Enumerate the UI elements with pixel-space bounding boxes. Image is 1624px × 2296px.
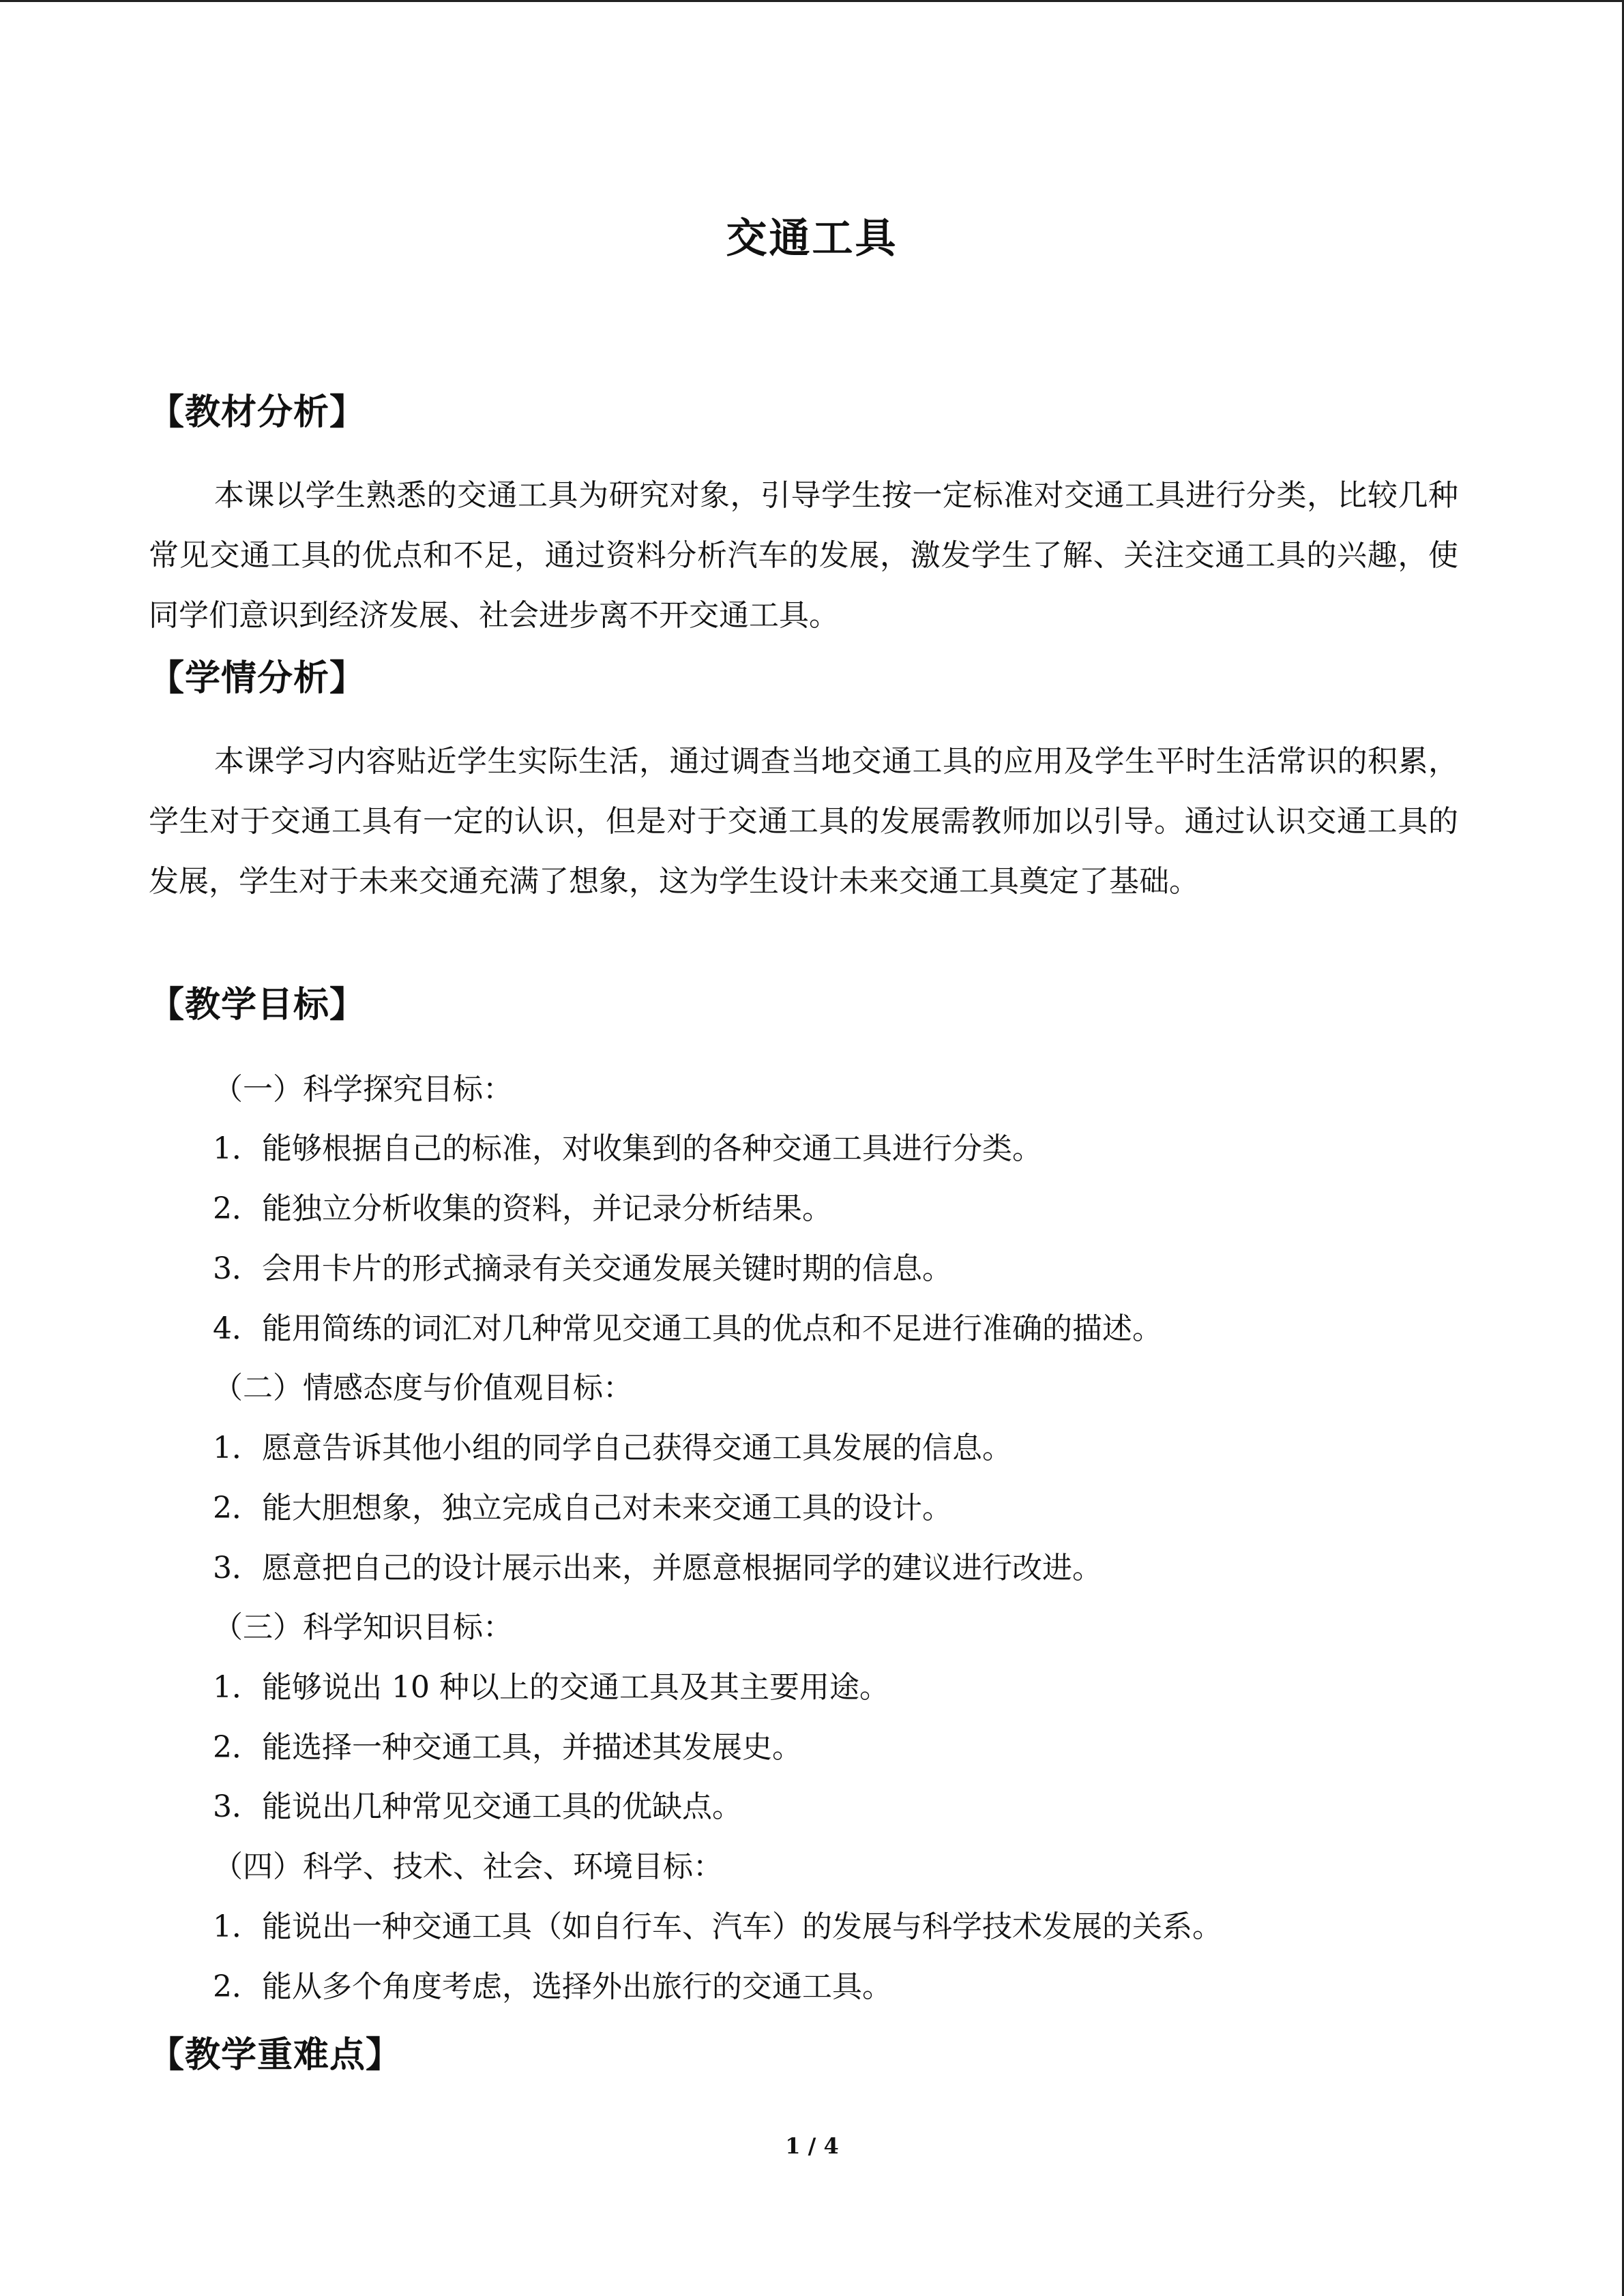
goal-item: 1．愿意告诉其他小组的同学自己获得交通工具发展的信息。 — [213, 1431, 1012, 1465]
section-heading-textbook-analysis: 【教材分析】 — [149, 392, 366, 433]
goal-item: 1．能够说出 10 种以上的交通工具及其主要用途。 — [213, 1670, 889, 1705]
goal-item: 2．能从多个角度考虑，选择外出旅行的交通工具。 — [213, 1969, 892, 2004]
goal-item: 3．愿意把自己的设计展示出来，并愿意根据同学的建议进行改进。 — [213, 1551, 1102, 1585]
goal-item: 2．能独立分析收集的资料，并记录分析结果。 — [213, 1191, 832, 1226]
goal-item: 2．能选择一种交通工具，并描述其发展史。 — [213, 1730, 802, 1765]
section-heading-teaching-goals: 【教学目标】 — [149, 985, 366, 1026]
section-heading-student-analysis: 【学情分析】 — [149, 658, 366, 699]
goal-item: 3．会用卡片的形式摘录有关交通发展关键时期的信息。 — [213, 1251, 952, 1286]
goal-item: 1．能说出一种交通工具（如自行车、汽车）的发展与科学技术发展的关系。 — [213, 1909, 1222, 1944]
student-analysis-paragraph: 本课学习内容贴近学生实际生活，通过调查当地交通工具的应用及学生平时生活常识的积累，学生对于交通工具有一定的认识，但是对于交通工具的发展需教师加以引导。通过认识交通工具的发展，学生对于未来交通充满了想象，这为学生设计未来交通工具奠定了基础。 — [149, 744, 1458, 899]
textbook-analysis-paragraph: 本课以学生熟悉的交通工具为研究对象，引导学生按一定标准对交通工具进行分类，比较几种常见交通工具的优点和不足，通过资料分析汽车的发展，激发学生了解、关注交通工具的兴趣，使同学们意识到经济发展、社会进步离不开交通工具。 — [149, 478, 1458, 633]
goal-item: 3．能说出几种常见交通工具的优缺点。 — [213, 1789, 742, 1824]
goal-item: 2．能大胆想象，独立完成自己对未来交通工具的设计。 — [213, 1491, 952, 1525]
goal-subheading-inquiry: （一）科学探究目标： — [213, 1072, 513, 1107]
goal-subheading-attitude: （二）情感态度与价值观目标： — [213, 1371, 633, 1405]
goal-subheading-sts: （四）科学、技术、社会、环境目标： — [213, 1849, 723, 1884]
page-border-top — [0, 0, 1624, 2]
goal-item: 4．能用简练的词汇对几种常见交通工具的优点和不足进行准确的描述。 — [213, 1311, 1162, 1346]
goal-item: 1．能够根据自己的标准，对收集到的各种交通工具进行分类。 — [213, 1131, 1042, 1166]
document-title: 交通工具 — [726, 215, 898, 263]
goal-subheading-knowledge: （三）科学知识目标： — [213, 1610, 513, 1645]
page-number: 1 / 4 — [785, 2133, 839, 2159]
section-heading-key-points: 【教学重难点】 — [149, 2035, 402, 2076]
